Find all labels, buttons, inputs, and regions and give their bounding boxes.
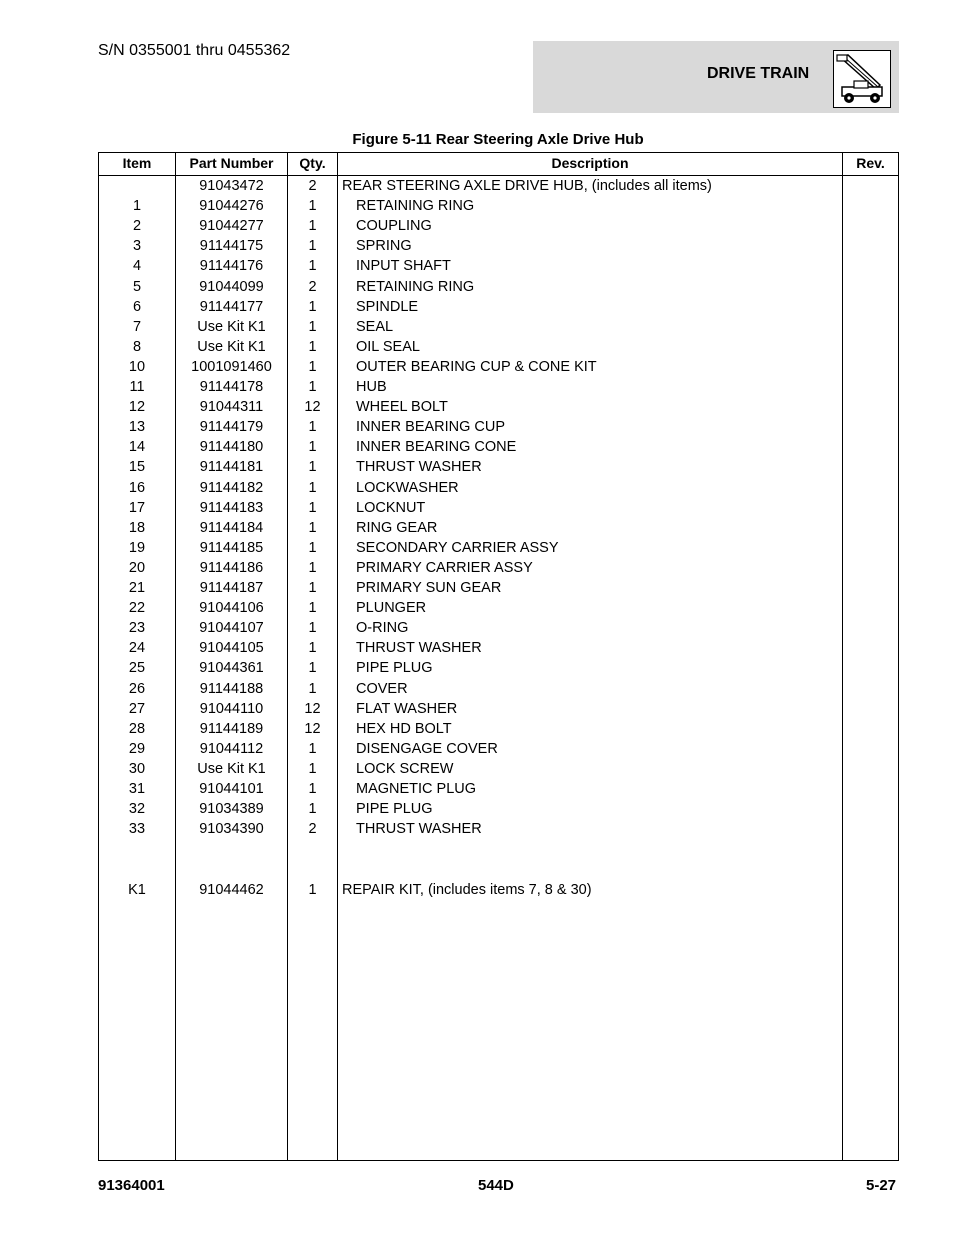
- part-number-cell: 91044277: [199, 218, 264, 235]
- qty-cell: 1: [308, 338, 317, 355]
- part-number-cell: 91144185: [199, 539, 264, 556]
- table-row: [99, 498, 898, 518]
- item-cell: 8: [132, 338, 142, 355]
- part-number-cell: 91044462: [199, 882, 264, 899]
- item-cell: 5: [132, 278, 142, 295]
- qty-cell: 1: [308, 218, 317, 235]
- description-cell: HEX HD BOLT: [356, 720, 452, 737]
- serial-range: S/N 0355001 thru 0455362: [98, 42, 291, 59]
- header-description: Description: [551, 155, 629, 171]
- table-row: [99, 699, 898, 719]
- description-cell: OIL SEAL: [356, 338, 420, 355]
- qty-cell: 1: [308, 801, 317, 818]
- table-row: [99, 297, 898, 317]
- aerial-lift-icon: [833, 50, 891, 108]
- part-number-cell: 91044110: [199, 700, 264, 717]
- part-number-cell: 91144177: [199, 298, 264, 315]
- part-number-cell: 91044361: [199, 660, 264, 677]
- description-cell: RING GEAR: [356, 519, 438, 536]
- description-cell: RETAINING RING: [356, 198, 475, 215]
- qty-cell: 1: [308, 660, 317, 677]
- qty-cell: 1: [308, 539, 317, 556]
- table-row: [99, 256, 898, 276]
- description-cell: FLAT WASHER: [356, 700, 458, 717]
- part-number-cell: 91144176: [199, 258, 264, 275]
- item-cell: 12: [128, 399, 146, 416]
- part-number-cell: 91144181: [199, 459, 264, 476]
- part-number-cell: 91043472: [199, 178, 264, 194]
- part-number-cell: Use Kit K1: [197, 338, 266, 355]
- item-cell: 21: [128, 580, 146, 596]
- part-number-cell: 91144183: [199, 499, 264, 516]
- table-row: [99, 719, 898, 739]
- item-cell: K1: [128, 882, 146, 899]
- description-cell: OUTER BEARING CUP & CONE KIT: [356, 358, 597, 375]
- qty-cell: 1: [308, 640, 317, 657]
- table-row: [99, 277, 898, 297]
- part-number-cell: 91144186: [199, 559, 264, 576]
- qty-cell: 1: [308, 439, 317, 456]
- item-cell: 17: [128, 499, 146, 516]
- item-cell: 25: [128, 660, 146, 677]
- description-cell: PIPE PLUG: [356, 801, 433, 818]
- qty-cell: 1: [308, 882, 317, 899]
- qty-cell: 12: [304, 700, 321, 717]
- description-cell: THRUST WASHER: [356, 821, 482, 838]
- item-cell: 32: [128, 801, 146, 818]
- item-cell: 13: [128, 419, 146, 436]
- qty-cell: 1: [308, 459, 317, 476]
- qty-cell: 1: [308, 740, 317, 757]
- qty-cell: 1: [308, 258, 317, 275]
- table-row: [99, 518, 898, 538]
- header-rev: Rev.: [856, 155, 885, 171]
- table-row: [99, 679, 898, 699]
- part-number-cell: 91034389: [199, 801, 264, 818]
- table-row: [99, 880, 898, 900]
- part-number-cell: 91144182: [199, 479, 264, 496]
- item-cell: 19: [128, 539, 146, 556]
- table-row: [99, 337, 898, 357]
- description-cell: REPAIR KIT, (includes items 7, 8 & 30): [342, 882, 592, 899]
- header-part-number: Part Number: [189, 155, 274, 171]
- description-cell: INNER BEARING CONE: [356, 439, 517, 456]
- qty-cell: 1: [308, 559, 317, 576]
- table-row: [99, 317, 898, 337]
- description-cell: SECONDARY CARRIER ASSY: [356, 539, 559, 556]
- header-qty: Qty.: [299, 155, 326, 171]
- description-cell: INPUT SHAFT: [356, 258, 451, 275]
- description-cell: RETAINING RING: [356, 278, 475, 295]
- table-row: [99, 598, 898, 618]
- part-number-cell: 91144180: [199, 439, 264, 456]
- part-number-cell: 91044112: [199, 740, 264, 757]
- item-cell: 14: [128, 439, 146, 456]
- qty-cell: 2: [308, 178, 317, 194]
- part-number-cell: Use Kit K1: [197, 760, 266, 777]
- qty-cell: 1: [308, 479, 317, 496]
- table-row: [99, 216, 898, 236]
- item-cell: 22: [128, 600, 146, 617]
- table-row: [99, 236, 898, 256]
- table-row: [99, 638, 898, 658]
- qty-cell: 1: [308, 318, 317, 335]
- parts-table: [98, 152, 899, 1161]
- qty-cell: 1: [308, 620, 317, 637]
- qty-cell: 12: [304, 399, 321, 416]
- qty-cell: 12: [304, 720, 321, 737]
- part-number-cell: 91044099: [199, 278, 264, 295]
- item-cell: 15: [128, 459, 146, 476]
- description-cell: DISENGAGE COVER: [356, 740, 498, 757]
- table-row: [99, 397, 898, 417]
- part-number-cell: 91044105: [199, 640, 264, 657]
- description-cell: WHEEL BOLT: [356, 399, 448, 416]
- qty-cell: 2: [308, 278, 317, 295]
- qty-cell: 1: [308, 298, 317, 315]
- qty-cell: 1: [308, 760, 317, 777]
- table-row: [99, 558, 898, 578]
- qty-cell: 1: [308, 580, 317, 596]
- description-cell: THRUST WASHER: [356, 459, 482, 476]
- item-cell: 28: [128, 720, 146, 737]
- description-cell: COUPLING: [356, 218, 432, 235]
- table-row: [99, 819, 898, 839]
- part-number-cell: 1001091460: [191, 358, 272, 375]
- item-cell: 23: [128, 620, 146, 637]
- qty-cell: 1: [308, 198, 317, 215]
- item-cell: 11: [129, 379, 145, 395]
- table-row: [99, 779, 898, 799]
- item-cell: 10: [128, 358, 146, 375]
- item-cell: 2: [132, 218, 142, 235]
- part-number-cell: 91034390: [199, 821, 264, 838]
- item-cell: 7: [132, 318, 142, 335]
- qty-cell: 2: [308, 821, 317, 838]
- figure-title: Figure 5-11 Rear Steering Axle Drive Hub: [352, 131, 644, 148]
- description-cell: INNER BEARING CUP: [356, 419, 506, 436]
- section-title: DRIVE TRAIN: [707, 65, 810, 82]
- table-row: [99, 437, 898, 457]
- description-cell: LOCKWASHER: [356, 479, 459, 496]
- part-number-cell: 91144188: [199, 680, 264, 697]
- part-number-cell: 91044276: [199, 198, 264, 215]
- table-row: [99, 799, 898, 819]
- item-cell: 33: [128, 821, 146, 838]
- doc-number: 91364001: [98, 1177, 165, 1194]
- table-row: [99, 538, 898, 558]
- item-cell: 31: [128, 781, 146, 797]
- qty-cell: 1: [308, 379, 317, 395]
- description-cell: PIPE PLUG: [356, 660, 433, 677]
- table-row: [99, 377, 898, 397]
- part-number-cell: 91144175: [199, 238, 264, 255]
- part-number-cell: 91044106: [199, 600, 264, 617]
- description-cell: PRIMARY CARRIER ASSY: [356, 559, 533, 576]
- description-cell: PLUNGER: [356, 600, 427, 617]
- part-number-cell: 91144179: [199, 419, 264, 436]
- table-row: [99, 658, 898, 678]
- item-cell: 1: [132, 198, 142, 215]
- model-number: 544D: [478, 1177, 514, 1194]
- description-cell: MAGNETIC PLUG: [356, 781, 477, 797]
- page-number: 5-27: [866, 1177, 897, 1194]
- table-row: [99, 357, 898, 377]
- item-cell: 24: [128, 640, 146, 657]
- part-number-cell: 91044101: [199, 781, 264, 797]
- part-number-cell: 91144178: [199, 379, 264, 395]
- table-row: [99, 578, 898, 598]
- description-cell: PRIMARY SUN GEAR: [356, 580, 502, 596]
- table-row: [99, 417, 898, 437]
- description-cell: THRUST WASHER: [356, 640, 482, 657]
- header-item: Item: [122, 155, 152, 171]
- table-row: [99, 457, 898, 477]
- part-number-cell: 91144187: [199, 580, 264, 596]
- item-cell: 18: [128, 519, 146, 536]
- table-row: [99, 478, 898, 498]
- item-cell: 6: [132, 298, 142, 315]
- qty-cell: 1: [308, 680, 317, 697]
- section-header: [533, 41, 899, 113]
- item-cell: 4: [132, 258, 142, 275]
- part-number-cell: 91144189: [199, 720, 264, 737]
- item-cell: 30: [128, 760, 146, 777]
- description-cell: HUB: [356, 379, 387, 395]
- qty-cell: 1: [308, 419, 317, 436]
- description-cell: SPINDLE: [356, 298, 419, 315]
- qty-cell: 1: [308, 238, 317, 255]
- part-number-cell: 91144184: [199, 519, 264, 536]
- description-cell: SPRING: [356, 238, 412, 255]
- item-cell: 16: [128, 479, 146, 496]
- part-number-cell: Use Kit K1: [197, 318, 266, 335]
- item-cell: 29: [128, 740, 146, 757]
- description-cell: LOCKNUT: [356, 499, 426, 516]
- description-cell: LOCK SCREW: [356, 760, 454, 777]
- qty-cell: 1: [308, 358, 317, 375]
- item-cell: 26: [128, 680, 146, 697]
- description-cell: SEAL: [356, 318, 394, 335]
- part-number-cell: 91044311: [199, 399, 264, 416]
- qty-cell: 1: [308, 499, 317, 516]
- table-row: [99, 196, 898, 216]
- description-cell: REAR STEERING AXLE DRIVE HUB, (includes all items): [342, 178, 712, 194]
- item-cell: 27: [128, 700, 146, 717]
- part-number-cell: 91044107: [199, 620, 264, 637]
- table-row: [99, 739, 898, 759]
- qty-cell: 1: [308, 781, 317, 797]
- table-row: [99, 176, 898, 196]
- table-row: [99, 759, 898, 779]
- item-cell: 20: [128, 559, 146, 576]
- description-cell: O-RING: [356, 620, 409, 637]
- description-cell: COVER: [356, 680, 408, 697]
- qty-cell: 1: [308, 519, 317, 536]
- item-cell: 3: [132, 238, 142, 255]
- table-row: [99, 618, 898, 638]
- qty-cell: 1: [308, 600, 317, 617]
